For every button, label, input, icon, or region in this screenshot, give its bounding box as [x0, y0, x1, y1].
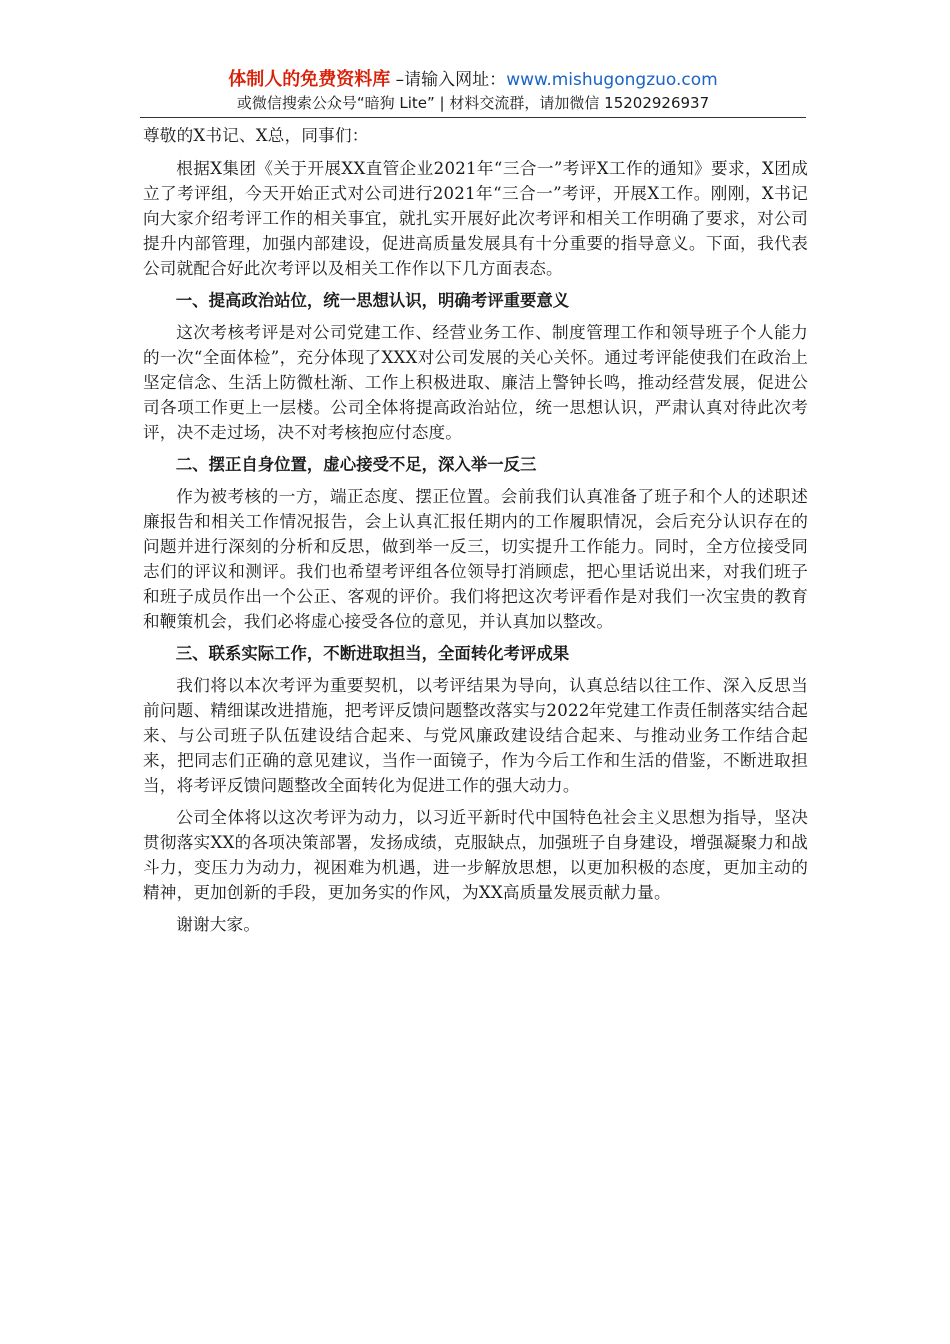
section-1-paragraph: 这次考核考评是对公司党建工作、经营业务工作、制度管理工作和领导班子个人能力的一次“全面体检”，充分体现了XXX对公司发展的关心关怀。通过考评能使我们在政治上坚定信念、生活上防微杜渐、工作上积极进取、廉洁上警钟长鸣，推动经营发展，促进公司各项工作更上一层楼。公司全体将提高政治站位，统一思想认识，严肃认真对待此次考评，决不走过场，决不对考核抱应付态度。	[143, 323, 808, 442]
header-divider	[140, 117, 806, 118]
section-1-heading: 一、提高政治站位，统一思想认识，明确考评重要意义	[175, 291, 570, 310]
section-3-heading: 三、联系实际工作，不断进取担当，全面转化考评成果	[175, 644, 570, 663]
header-line-1	[140, 68, 806, 92]
intro-paragraph: 根据X集团《关于开展XX直管企业2021年“三合一”考评X工作的通知》要求，X团成立了考评组，今天开始正式对公司进行2021年“三合一”考评，开展X工作。刚刚，X书记向大家介绍考评工作的相关事宜，就扎实开展好此次考评和相关工作明确了要求，对公司提升内部管理，加强内部建设，促进高质量发展具有十分重要的指导意义。下面，我代表公司就配合好此次考评以及相关工作作以下几方面表态。	[143, 159, 808, 278]
brand-title: 体制人的免费资料库	[228, 69, 391, 90]
section-2-heading: 二、摆正自身位置，虚心接受不足，深入举一反三	[175, 455, 537, 474]
section-3-paragraph: 我们将以本次考评为重要契机，以考评结果为导向，认真总结以往工作、深入反思当前问题、精细谋改进措施，把考评反馈问题整改落实与2022年党建工作责任制落实结合起来、与公司班子队伍建设结合起来、与党风廉政建设结合起来、与推动业务工作结合起来，把同志们正确的意见建议，当作一面镜子，作为今后工作和生活的借鉴，不断进取担当，将考评反馈问题整改全面转化为促进工作的强大动力。	[143, 676, 808, 795]
salutation: 尊敬的X书记、X总，同事们：	[143, 126, 369, 145]
header-line-2: 或微信搜索公众号“暗狗 Lite” | 材料交流群，请加微信 15202926937	[236, 94, 710, 112]
page-header	[140, 68, 806, 114]
section-2-paragraph: 作为被考核的一方，端正态度、摆正位置。会前我们认真准备了班子和个人的述职述廉报告和相关工作情况报告，会上认真汇报任期内的工作履职情况，会后充分认识存在的问题并进行深刻的分析和反思，做到举一反三，切实提升工作能力。同时，全方位接受同志们的评议和测评。我们也希望考评组各位领导打消顾虑，把心里话说出来，对我们班子和班子成员作出一个公正、客观的评价。我们将把这次考评看作是对我们一次宝贵的教育和鞭策机会，我们必将虚心接受各位的意见，并认真加以整改。	[143, 487, 808, 631]
document-body	[143, 123, 808, 937]
closing-paragraph: 公司全体将以这次考评为动力，以习近平新时代中国特色社会主义思想为指导，坚决贯彻落实XX的各项决策部署，发扬成绩，克服缺点，加强班子自身建设，增强凝聚力和战斗力，变压力为动力，视困难为机遇，进一步解放思想，以更加积极的态度，更加主动的精神，更加创新的手段，更加务实的作风，为XX高质量发展贡献力量。	[143, 808, 808, 902]
website-link[interactable]: www.mishugongzuo.com	[506, 70, 718, 90]
thanks-line: 谢谢大家。	[176, 915, 261, 934]
url-prompt: –请输入网址：	[390, 70, 507, 90]
